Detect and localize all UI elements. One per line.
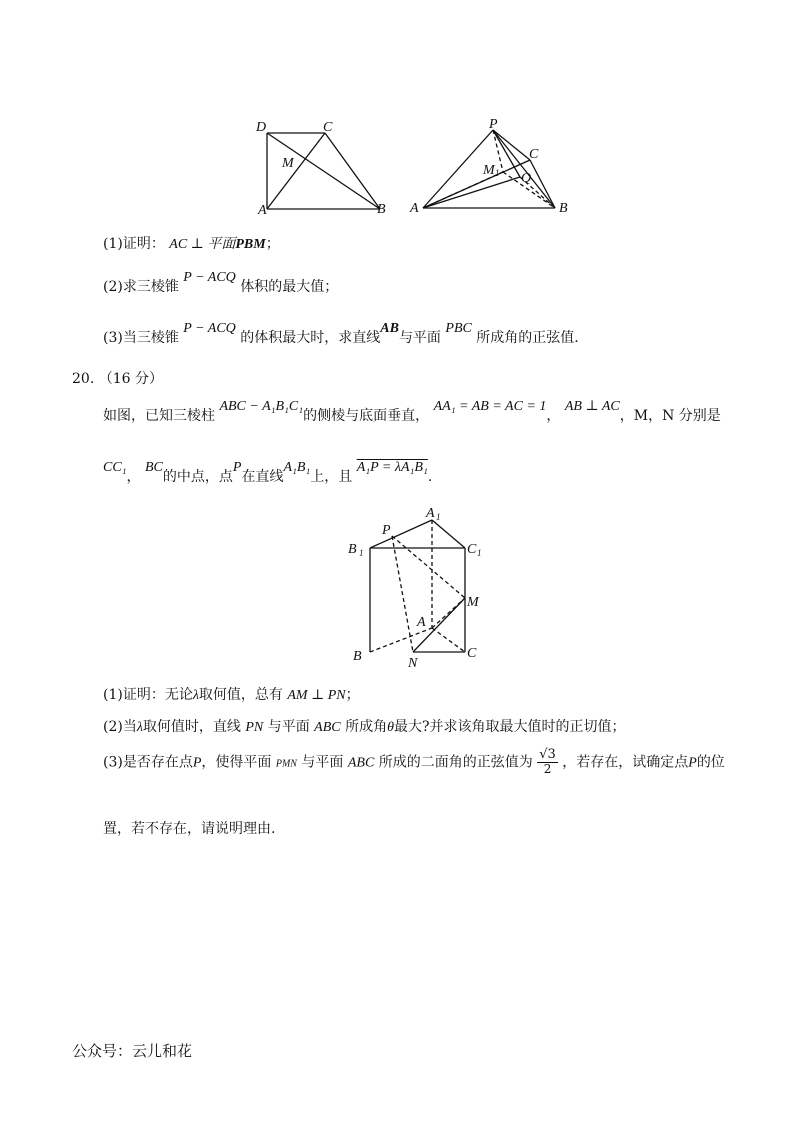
q20-line2-m5: A₁P = λA₁B₁ bbox=[356, 460, 428, 475]
q20-part2-t1: (2)当 bbox=[103, 719, 137, 735]
q20-line2-m3: P bbox=[232, 460, 242, 475]
q20-line1-t2: 的侧棱与底面垂直， bbox=[303, 408, 430, 424]
q20-line1 bbox=[103, 399, 721, 425]
q20-part3-t3: 与平面 bbox=[301, 754, 344, 771]
label-n: N bbox=[408, 656, 418, 671]
q20-line2-m1: CC₁ bbox=[103, 460, 127, 475]
q20-part3-m3: ABC bbox=[347, 755, 375, 771]
label-m: M bbox=[282, 156, 294, 171]
label-m: M bbox=[467, 595, 479, 610]
label-p: P bbox=[382, 523, 391, 538]
q20-part1-m1: λ bbox=[192, 688, 199, 703]
label-q: Q bbox=[521, 171, 532, 186]
q20-part3-m4: P bbox=[688, 755, 697, 771]
q20-line2-m2: BC bbox=[145, 460, 163, 475]
q19-part3-bold: AB bbox=[380, 321, 399, 336]
q19-part3-math2: PBC bbox=[445, 321, 472, 336]
q20-part2-t4: 所成角 bbox=[345, 719, 388, 735]
figure-trapezoid bbox=[250, 115, 400, 220]
q19-part3 bbox=[103, 321, 579, 347]
q19-part2-math: P − ACQ bbox=[183, 270, 236, 285]
q20-line2-m4: A₁B₁ bbox=[283, 460, 311, 475]
fraction-denominator: 2 bbox=[543, 762, 552, 777]
q20-part3-t6: 的位 bbox=[696, 754, 725, 771]
q19-part3-math: P − ACQ bbox=[183, 321, 236, 336]
q20-part2-m3: ABC bbox=[314, 720, 341, 735]
label-d: D bbox=[256, 120, 267, 135]
q19-part2 bbox=[103, 270, 339, 296]
question-number: 20. bbox=[72, 371, 95, 387]
q20-line2-t2: 的中点，点 bbox=[162, 469, 233, 485]
figure-pyramid bbox=[405, 112, 580, 222]
q20-part2-t5: 最大?并求该角取最大值时的正切值； bbox=[393, 719, 626, 735]
q19-part3-mid2: 与平面 bbox=[398, 330, 441, 346]
q20-line1-m2: AA₁ = AB = AC = 1 bbox=[433, 399, 547, 414]
footer-text: 公众号：云儿和花 bbox=[72, 1042, 193, 1060]
q19-part3-mid: 的体积最大时，求直线 bbox=[240, 330, 381, 346]
label-a: A bbox=[258, 203, 267, 218]
q20-part3-t1: (3)是否存在点 bbox=[103, 754, 193, 771]
label-m: M bbox=[483, 163, 495, 178]
q20-part1-m2: AM ⊥ PN bbox=[287, 688, 346, 703]
q20-line1-t1: 如图，已知三棱柱 bbox=[103, 408, 215, 424]
q20-part1-t1: (1)证明：无论 bbox=[103, 687, 193, 703]
q20-part2-m4: θ bbox=[387, 720, 394, 735]
q19-part2-suffix: 体积的最大值； bbox=[240, 279, 339, 295]
q20-part3-t5: ，若存在，试确定点 bbox=[562, 754, 689, 771]
label-p: P bbox=[489, 117, 498, 132]
q20-part2 bbox=[103, 716, 625, 736]
q20-line2-t4: 上，且 bbox=[310, 469, 353, 485]
q20-line2 bbox=[103, 460, 433, 486]
fraction-sqrt3-over-2 bbox=[537, 748, 558, 776]
label-b: B bbox=[377, 202, 386, 217]
label-c1: C bbox=[467, 542, 477, 557]
q19-part3-suffix: 所成角的正弦值. bbox=[476, 330, 579, 346]
q20-header bbox=[72, 368, 163, 388]
q20-part3-t2: ，使得平面 bbox=[201, 754, 272, 771]
fraction-numerator: √3 bbox=[539, 747, 556, 762]
q20-part3 bbox=[103, 748, 725, 776]
q20-part1 bbox=[103, 684, 360, 704]
q20-part3-t4: 所成的二面角的正弦值为 bbox=[378, 754, 533, 771]
label-c1-sub: 1 bbox=[477, 548, 482, 558]
q19-part1 bbox=[103, 233, 280, 253]
q20-line2-t5: . bbox=[427, 469, 433, 485]
label-a1-sub: 1 bbox=[436, 512, 441, 522]
label-a: A bbox=[410, 201, 419, 216]
q20-part3-line2: 置，若不存在，请说明理由. bbox=[103, 821, 276, 837]
q20-part1-t3: ； bbox=[345, 687, 360, 703]
label-c: C bbox=[323, 120, 333, 135]
figure-prism bbox=[340, 500, 490, 675]
q20-part3-m1: P bbox=[192, 755, 202, 771]
label-a1: A bbox=[426, 506, 435, 521]
q19-part1-suffix: ； bbox=[265, 236, 280, 252]
label-b: B bbox=[353, 649, 362, 664]
q20-part2-m1: λ bbox=[136, 720, 143, 735]
q20-line1-t4: ，M，N 分别是 bbox=[619, 408, 721, 424]
q20-line2-t3: 在直线 bbox=[241, 469, 284, 485]
q19-part3-prefix: (3)当三棱锥 bbox=[103, 330, 179, 346]
q20-part3-m2: PMN bbox=[275, 758, 297, 770]
label-b1-sub: 1 bbox=[359, 548, 364, 558]
label-a: A bbox=[417, 615, 426, 630]
question-score: （16 分） bbox=[98, 371, 163, 387]
label-b: B bbox=[559, 201, 568, 216]
q20-part1-t2: 取何值，总有 bbox=[198, 687, 283, 703]
q20-line1-m1: ABC − A₁B₁C₁ bbox=[219, 399, 304, 414]
label-c: C bbox=[529, 147, 539, 162]
q19-part1-bold: PBM bbox=[235, 237, 266, 252]
q20-part2-t2: 取何值时，直线 bbox=[142, 719, 241, 735]
q20-line1-m3: AB ⊥ AC bbox=[564, 399, 620, 414]
q19-part1-prefix: (1)证明： bbox=[103, 236, 165, 252]
q20-line2-t1: ， bbox=[126, 469, 141, 485]
label-c: C bbox=[467, 646, 477, 661]
q20-part2-t3: 与平面 bbox=[267, 719, 310, 735]
q19-part2-prefix: (2)求三棱锥 bbox=[103, 279, 179, 295]
q20-part2-m2: PN bbox=[245, 720, 264, 735]
label-b1: B bbox=[348, 542, 357, 557]
label-m-sub: 1 bbox=[495, 168, 500, 178]
q20-line1-t3: ， bbox=[546, 408, 561, 424]
q19-part1-math: AC ⊥ 平面 bbox=[169, 237, 236, 252]
